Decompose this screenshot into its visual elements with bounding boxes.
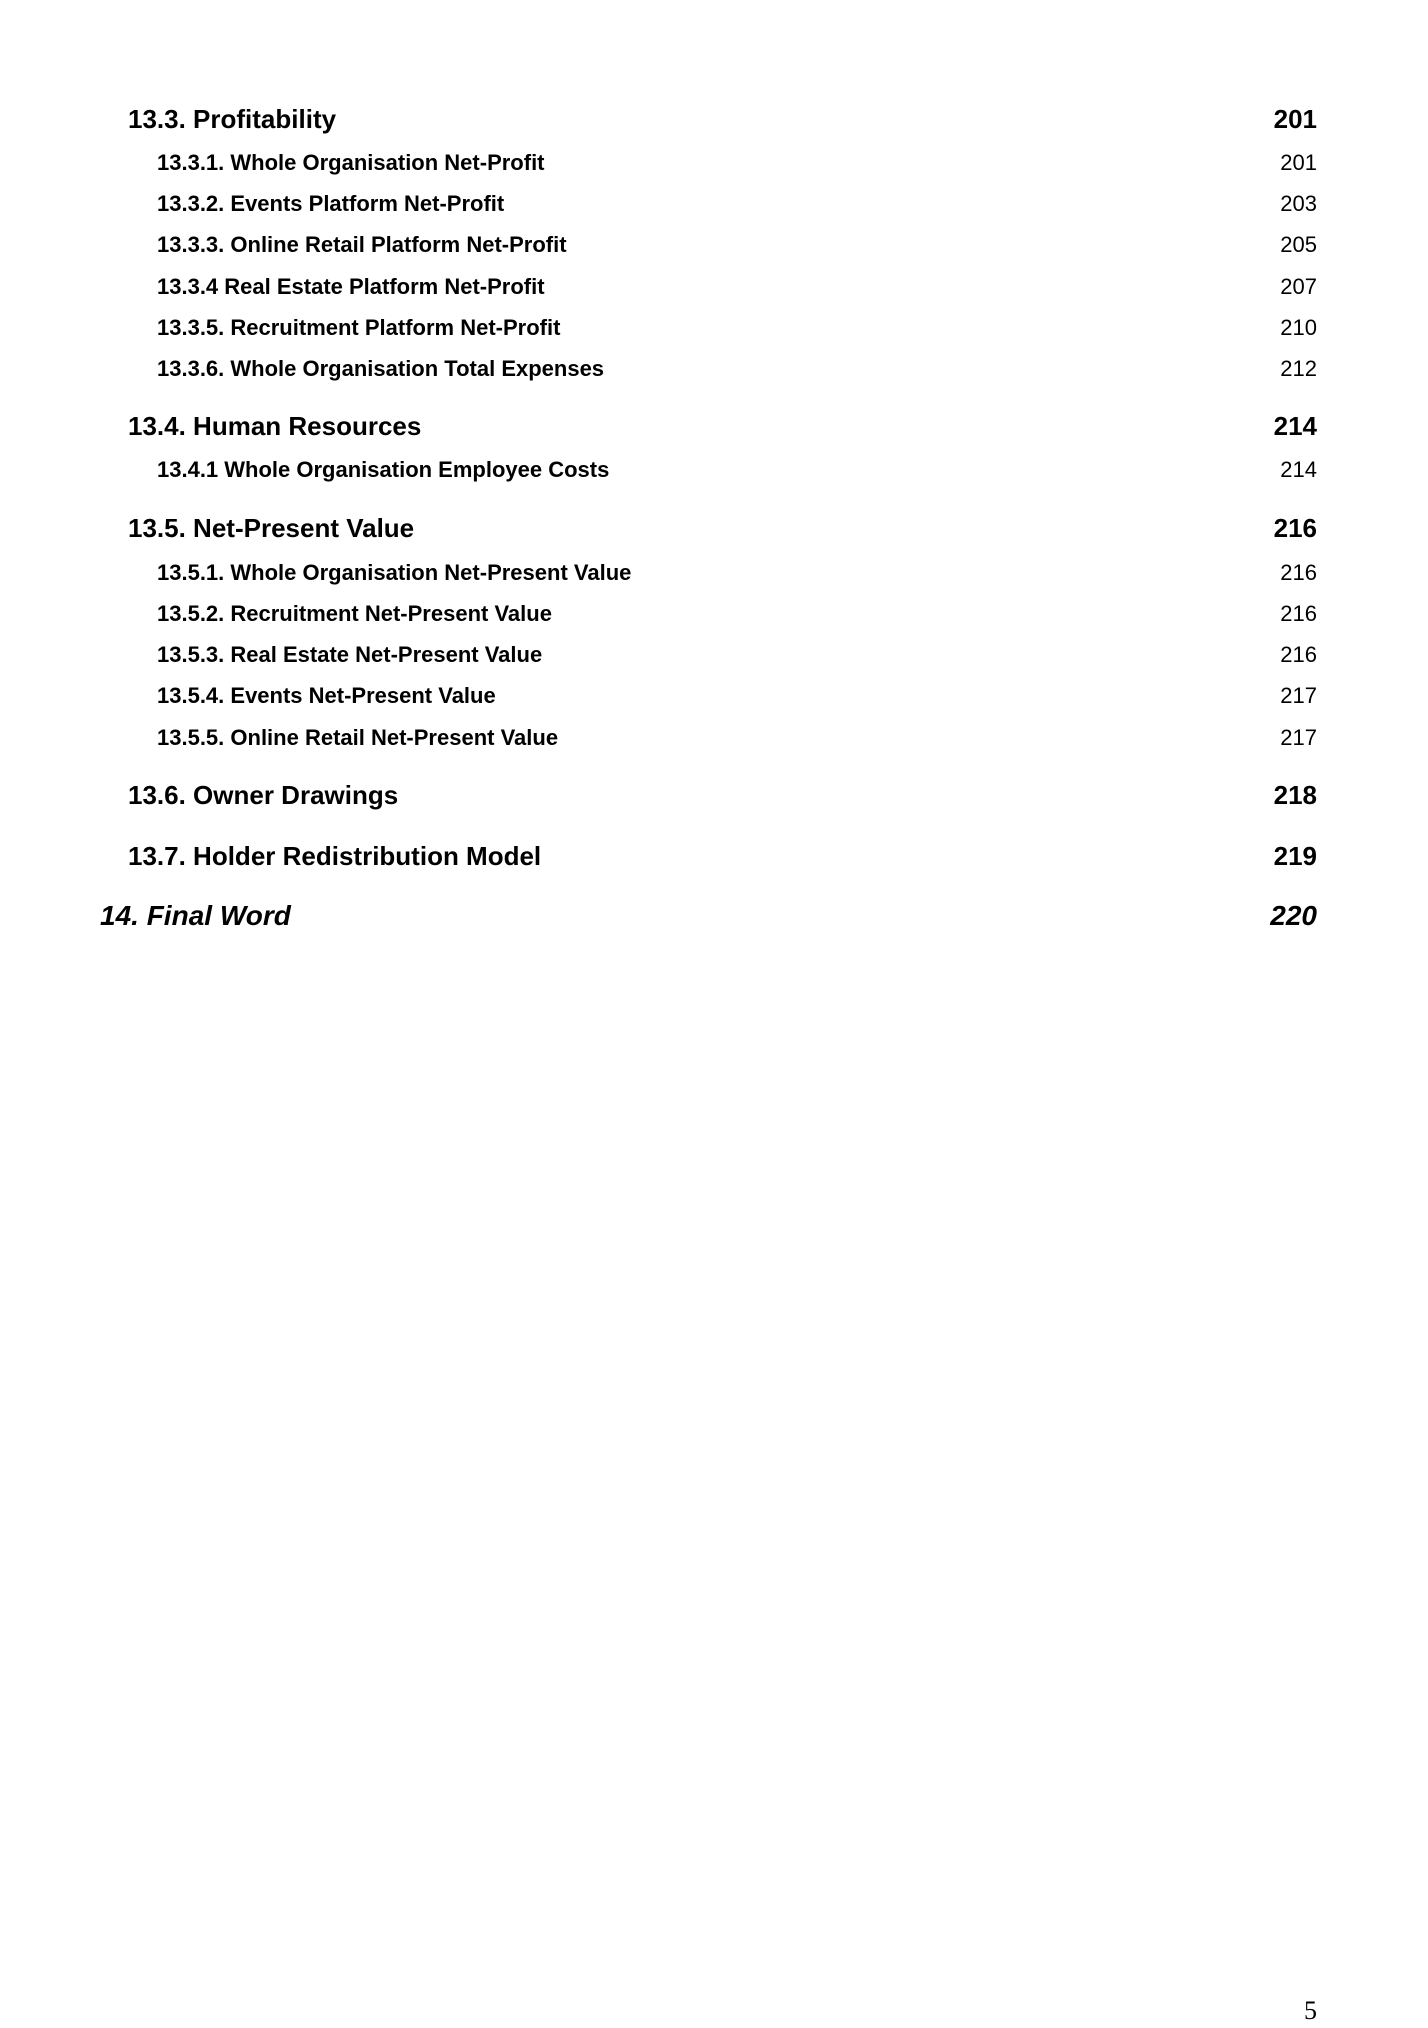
toc-entry-page: 216 — [1280, 642, 1317, 667]
toc-entry-title: 13.6. Owner Drawings — [128, 780, 399, 810]
toc-entry[interactable] — [128, 411, 1317, 447]
toc-entry[interactable] — [157, 191, 1317, 221]
toc-entry-title: 14. Final Word — [100, 900, 291, 931]
toc-entry-page: 207 — [1280, 274, 1317, 299]
toc-entry[interactable] — [157, 683, 1317, 713]
toc-entry-page: 216 — [1280, 560, 1317, 585]
toc-entry-page: 212 — [1280, 356, 1317, 381]
toc-entry-page: 216 — [1273, 513, 1317, 543]
toc-entry[interactable] — [157, 642, 1317, 672]
toc-entry-page: 201 — [1273, 104, 1317, 134]
toc-entry[interactable] — [128, 841, 1317, 877]
toc-entry[interactable] — [128, 780, 1317, 816]
toc-entry-page: 214 — [1273, 411, 1317, 441]
toc-entry[interactable] — [157, 601, 1317, 631]
toc-entry-page: 210 — [1280, 315, 1317, 340]
toc-entry-page: 214 — [1280, 457, 1317, 482]
toc-entry[interactable] — [128, 104, 1317, 140]
toc-entry-title: 13.3.2. Events Platform Net-Profit — [157, 191, 505, 216]
toc-entry-title: 13.3.1. Whole Organisation Net-Profit — [157, 150, 545, 175]
toc-entry-page: 201 — [1280, 150, 1317, 175]
toc-entry-title: 13.4. Human Resources — [128, 411, 422, 441]
toc-entry-title: 13.5.4. Events Net-Present Value — [157, 683, 496, 708]
toc-entry-title: 13.3.5. Recruitment Platform Net-Profit — [157, 315, 561, 340]
toc-entry-title: 13.5. Net-Present Value — [128, 513, 415, 543]
toc-entry[interactable] — [100, 900, 1317, 938]
toc-entry-title: 13.3. Profitability — [128, 104, 337, 134]
toc-entry-page: 220 — [1270, 900, 1317, 931]
toc-entry-title: 13.7. Holder Redistribution Model — [128, 841, 542, 871]
toc-entry[interactable] — [157, 560, 1317, 590]
toc-entry-title: 13.4.1 Whole Organisation Employee Costs — [157, 457, 610, 482]
toc-entry-title: 13.5.2. Recruitment Net-Present Value — [157, 601, 552, 626]
toc-entry-title: 13.3.4 Real Estate Platform Net-Profit — [157, 274, 545, 299]
toc-entry-title: 13.5.1. Whole Organisation Net-Present Value — [157, 560, 632, 585]
toc-entry-page: 205 — [1280, 232, 1317, 257]
toc-entry-page: 203 — [1280, 191, 1317, 216]
toc-entry[interactable] — [157, 725, 1317, 755]
toc-entry[interactable] — [128, 513, 1317, 549]
toc-entry-title: 13.3.6. Whole Organisation Total Expenses — [157, 356, 605, 381]
toc-entry-page: 218 — [1273, 780, 1317, 810]
toc-entry[interactable] — [157, 457, 1317, 487]
toc-entry[interactable] — [157, 232, 1317, 262]
toc-entry-page: 217 — [1280, 683, 1317, 708]
toc-entry[interactable] — [157, 150, 1317, 180]
toc-entry[interactable] — [157, 274, 1317, 304]
page-number: 5 — [1304, 1996, 1317, 2025]
toc-entry-page: 219 — [1273, 841, 1317, 871]
toc-entry[interactable] — [157, 356, 1317, 386]
toc-entry-page: 217 — [1280, 725, 1317, 750]
toc-entry-page: 216 — [1280, 601, 1317, 626]
toc-entry[interactable] — [157, 315, 1317, 345]
toc-entry-title: 13.3.3. Online Retail Platform Net-Profit — [157, 232, 567, 257]
toc-entry-title: 13.5.5. Online Retail Net-Present Value — [157, 725, 559, 750]
toc-entry-title: 13.5.3. Real Estate Net-Present Value — [157, 642, 543, 667]
